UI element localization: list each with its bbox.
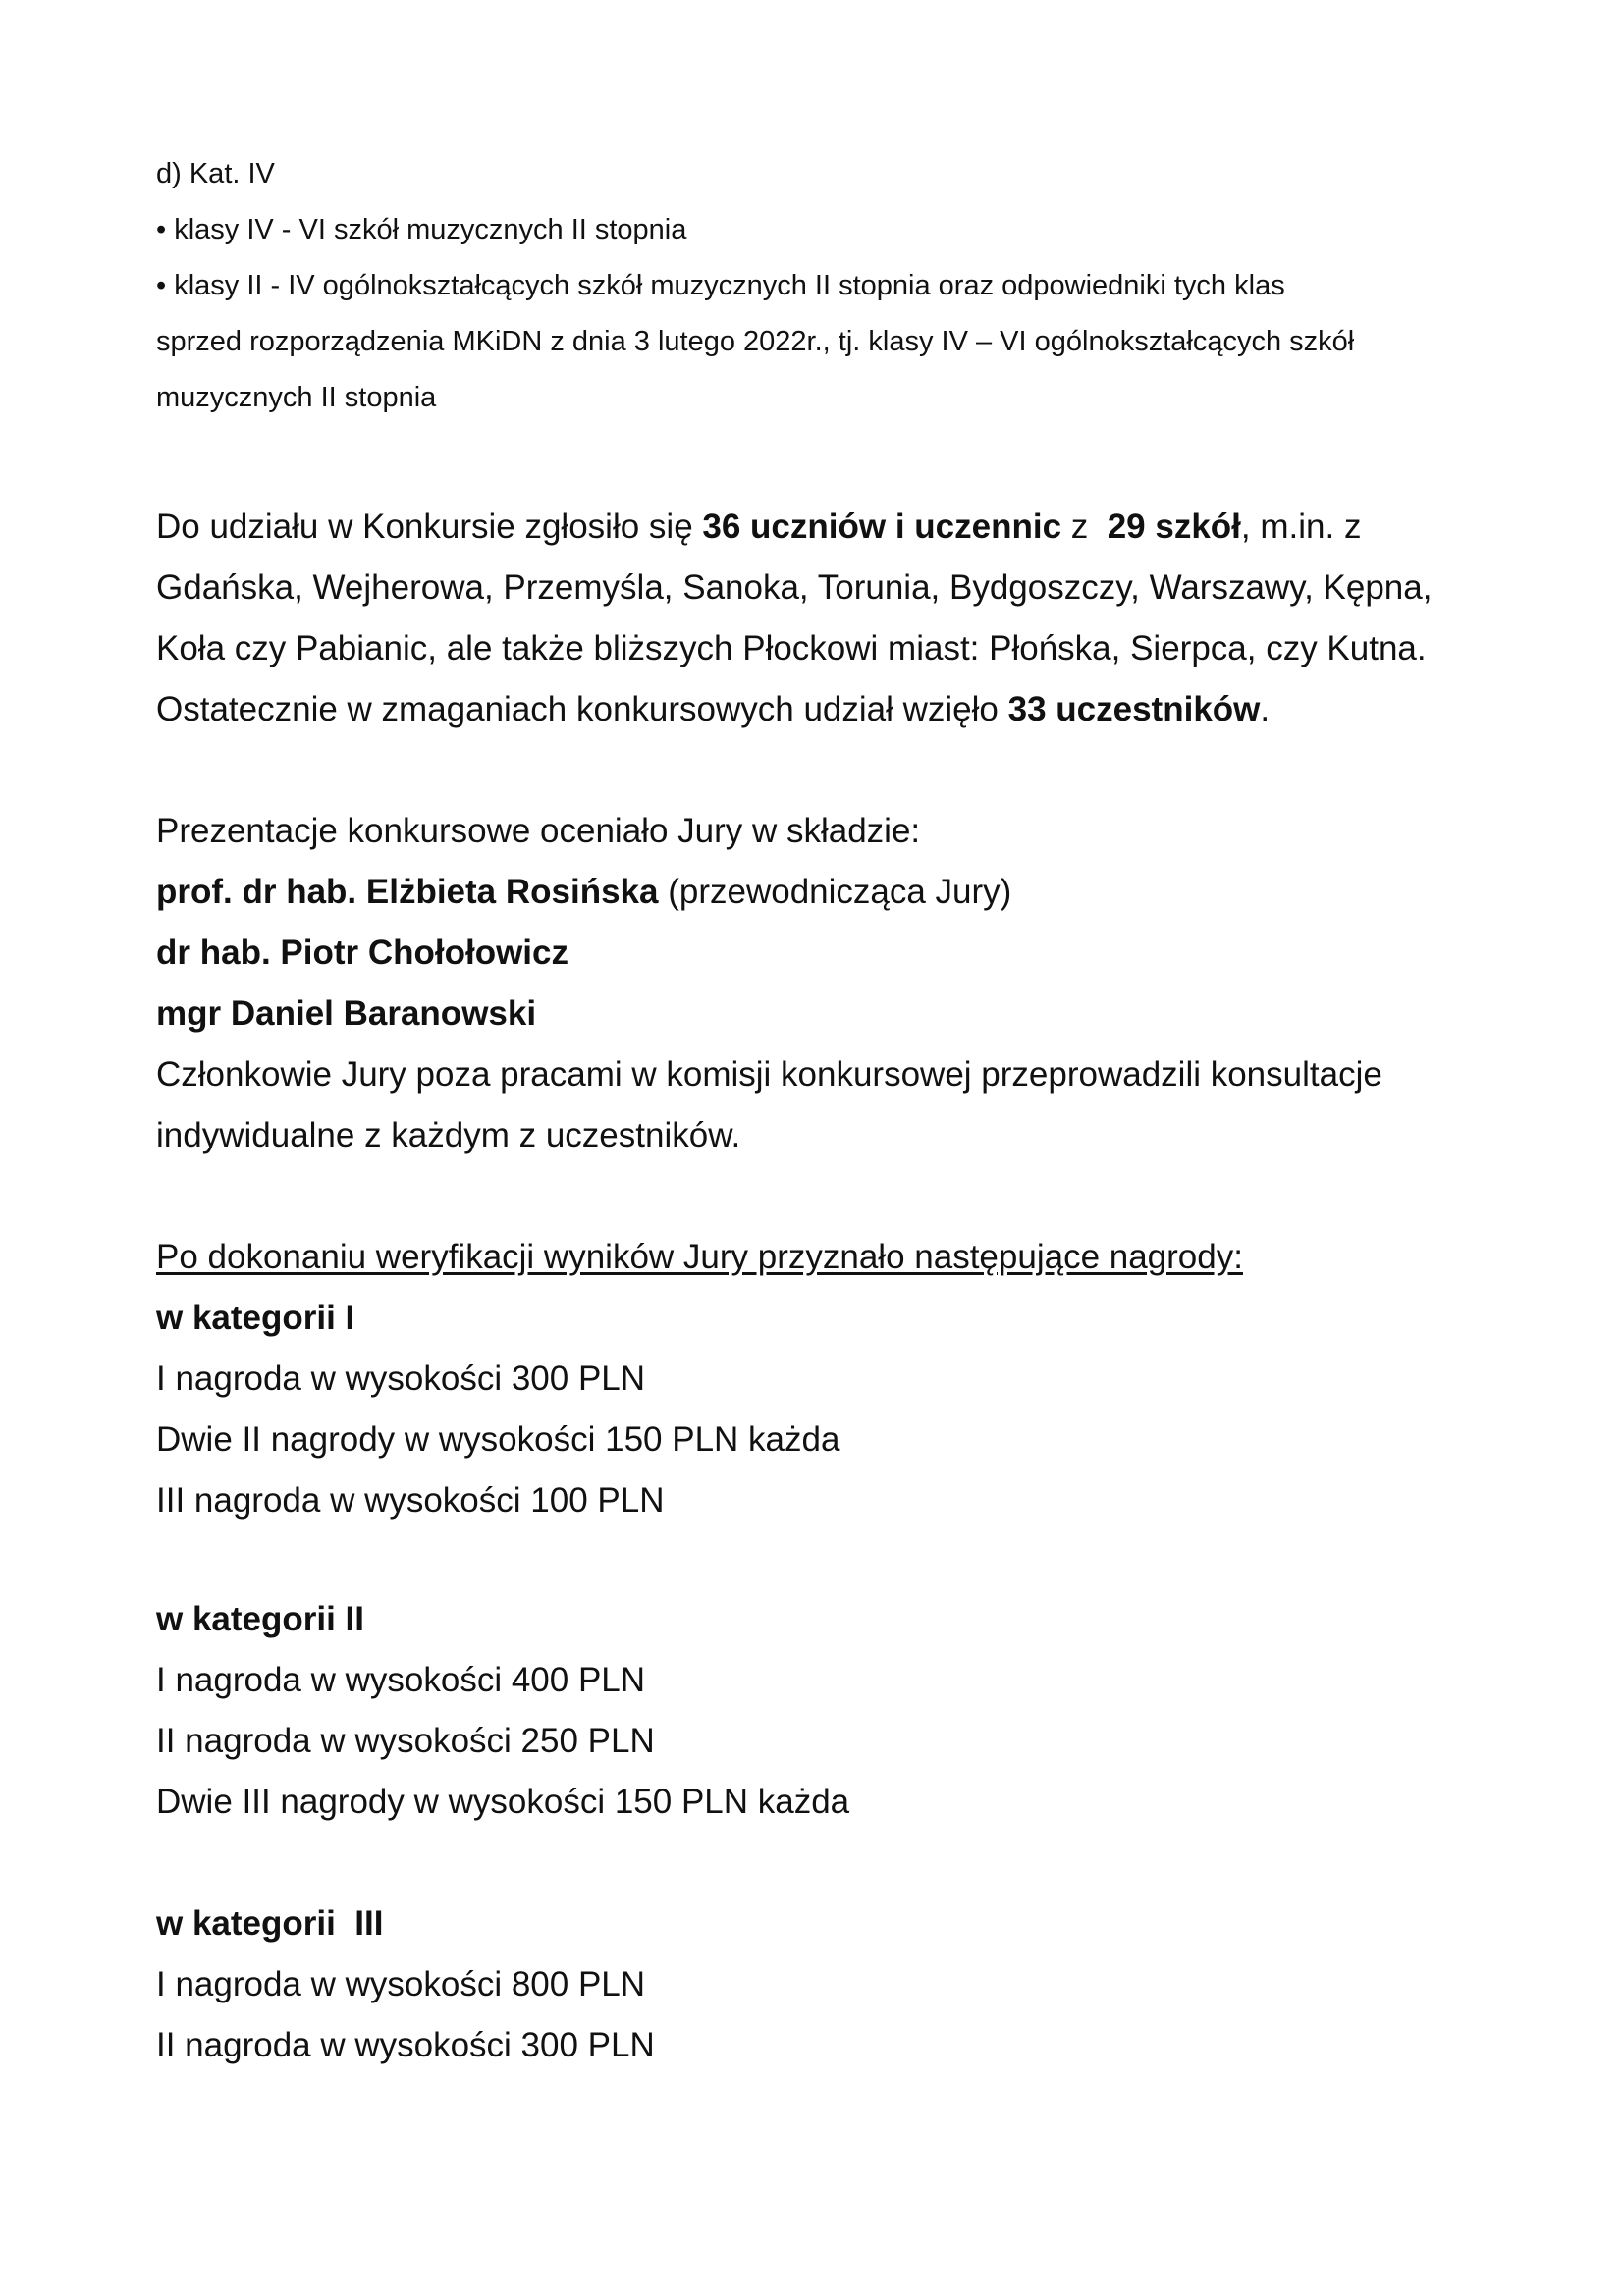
awards-intro: [156, 1227, 1506, 1288]
jury-member: [156, 862, 1506, 923]
category-heading: d) Kat. IV: [156, 158, 275, 189]
category-heading: [156, 1589, 1506, 1650]
bullet-item-continued: sprzed rozporządzenia MKiDN z dnia 3 lutego 2022r., tj. klasy IV – VI ogólnokształcących szkół: [156, 326, 1355, 357]
bullet-item: • klasy IV - VI szkół muzycznych II stopnia: [156, 214, 687, 245]
participants-paragraph: [156, 497, 1506, 740]
jury-section: [156, 801, 1506, 1166]
bold-count: 36 uczniów i uczennic: [702, 507, 1062, 546]
bold-count: 29 szkół: [1107, 507, 1241, 546]
category-heading-text: w kategorii III: [156, 1904, 384, 1943]
paragraph-line: [156, 497, 1506, 558]
member-role: (przewodnicząca Jury): [658, 873, 1012, 911]
text: , m.in. z: [1240, 507, 1362, 546]
award-item: I nagroda w wysokości 400 PLN: [156, 1661, 646, 1699]
award-item: Dwie III nagrody w wysokości 150 PLN każda: [156, 1783, 850, 1821]
awards-cat1: [156, 1227, 1506, 1531]
text: z: [1061, 507, 1108, 546]
award-item: Dwie II nagrody w wysokości 150 PLN każda: [156, 1420, 840, 1459]
jury-note: Członkowie Jury poza pracami w komisji konkursowej przeprowadzili konsultacje: [156, 1055, 1382, 1094]
award-item: III nagroda w wysokości 100 PLN: [156, 1481, 665, 1520]
award-item: II nagroda w wysokości 250 PLN: [156, 1722, 655, 1760]
jury-note: indywidualne z każdym z uczestników.: [156, 1116, 741, 1154]
award-item: II nagroda w wysokości 300 PLN: [156, 2026, 655, 2064]
awards-cat3: [156, 1894, 1506, 2076]
category-heading: [156, 1894, 1506, 1954]
paragraph-line: Gdańska, Wejherowa, Przemyśla, Sanoka, Torunia, Bydgoszczy, Warszawy, Kępna,: [156, 568, 1433, 607]
member-name: dr hab. Piotr Chołołowicz: [156, 934, 568, 972]
paragraph-line: [156, 679, 1506, 740]
member-name: mgr Daniel Baranowski: [156, 994, 537, 1033]
bullet-item-continued: muzycznych II stopnia: [156, 382, 437, 413]
text: Ostatecznie w zmaganiach konkursowych udział wzięło: [156, 690, 1008, 728]
award-item: I nagroda w wysokości 800 PLN: [156, 1965, 646, 2003]
category-heading-text: w kategorii II: [156, 1600, 364, 1638]
category-heading: [156, 1288, 1506, 1349]
awards-intro-text: Po dokonaniu weryfikacji wyników Jury przyznało następujące nagrody:: [156, 1238, 1243, 1276]
text: .: [1260, 690, 1271, 728]
paragraph-line: Koła czy Pabianic, ale także bliższych Płockowi miast: Płońska, Sierpca, czy Kutna.: [156, 629, 1427, 667]
text: Do udziału w Konkursie zgłosiło się: [156, 507, 703, 546]
bullet-item: • klasy II - IV ogólnokształcących szkół muzycznych II stopnia oraz odpowiedniki tych klas: [156, 270, 1285, 301]
category-iv-section: [156, 146, 1506, 426]
award-item: I nagroda w wysokości 300 PLN: [156, 1360, 646, 1398]
bold-count: 33 uczestników: [1007, 690, 1261, 728]
awards-cat2: [156, 1589, 1506, 1833]
category-heading-text: w kategorii I: [156, 1299, 355, 1337]
jury-member: [156, 984, 1506, 1044]
member-name: prof. dr hab. Elżbieta Rosińska: [156, 873, 659, 911]
jury-member: [156, 923, 1506, 984]
jury-intro: Prezentacje konkursowe oceniało Jury w składzie:: [156, 812, 921, 850]
